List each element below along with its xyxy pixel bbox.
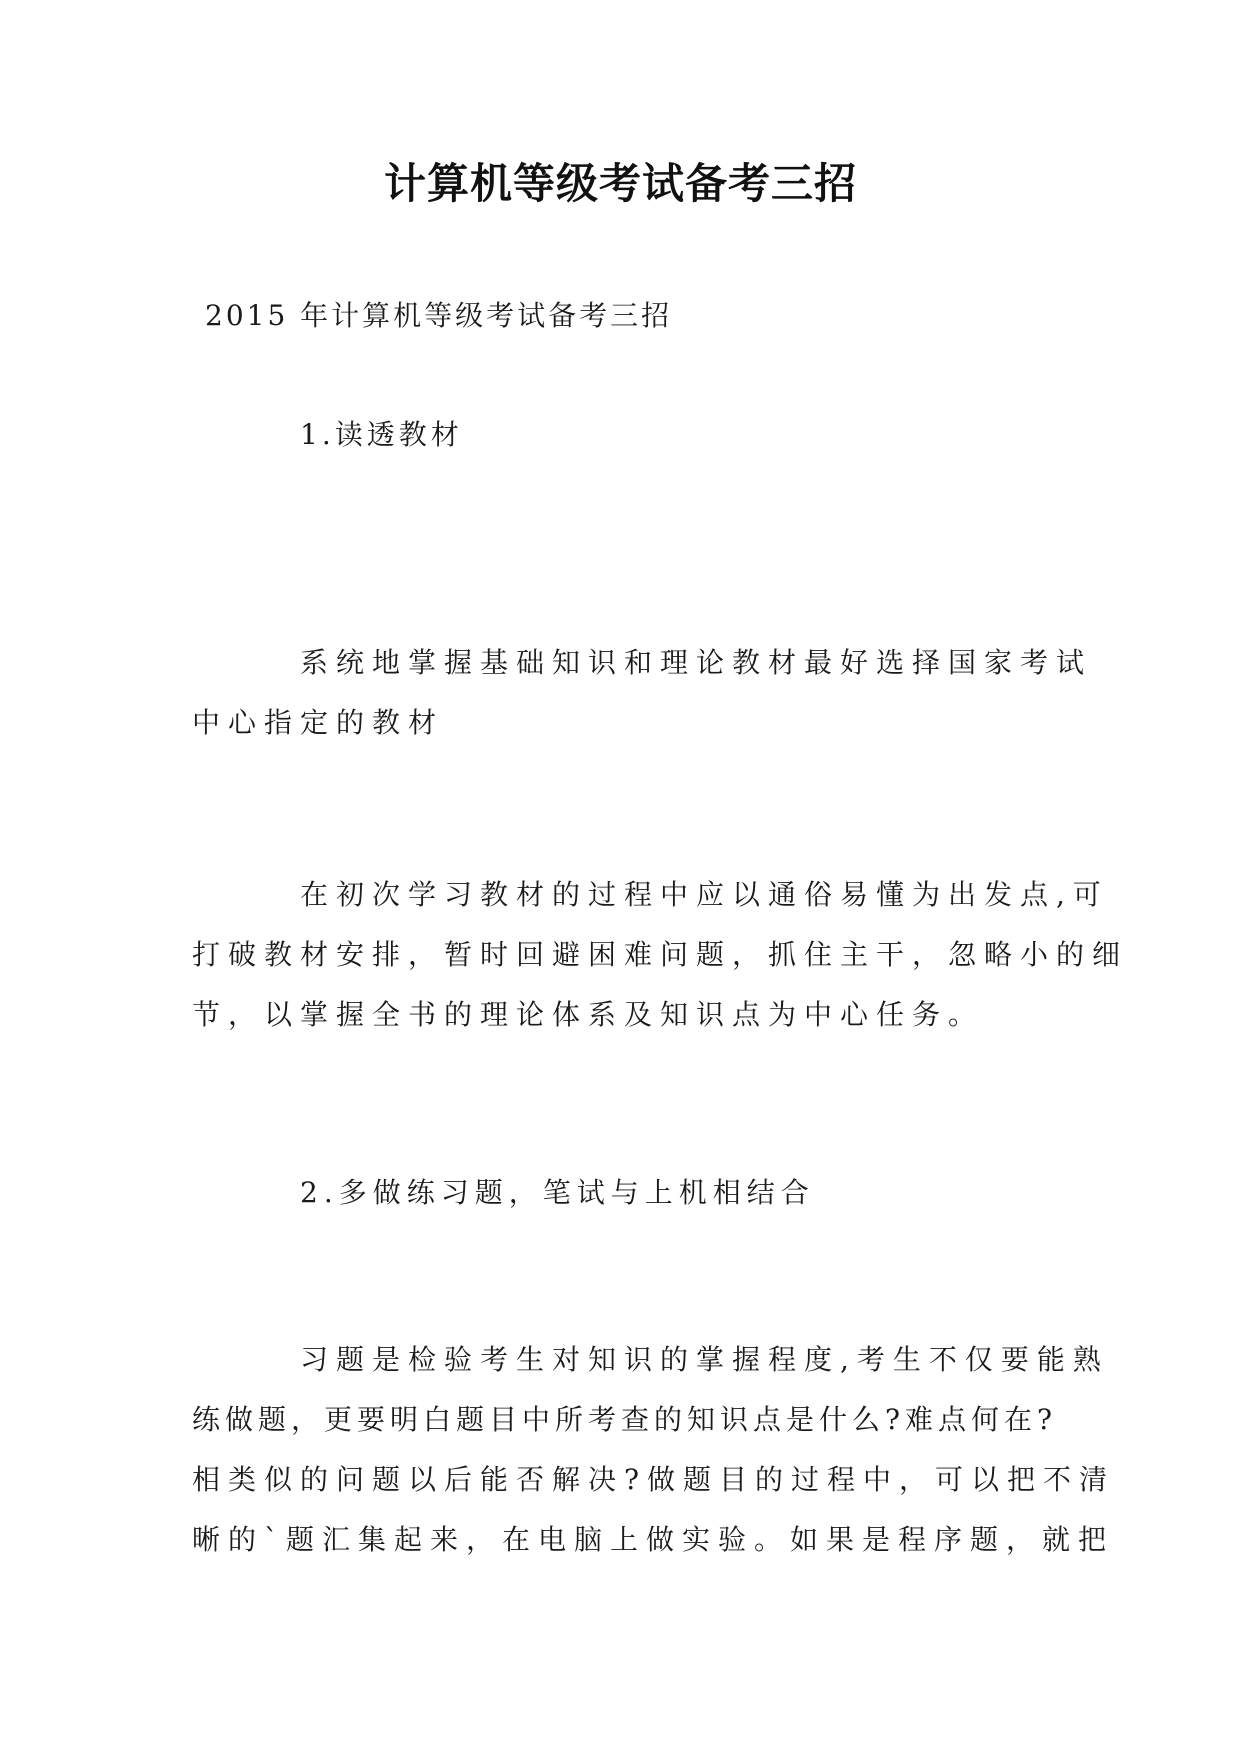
paragraph-line: 晰的`题汇集起来，在电脑上做实验。如果是程序题，就把 bbox=[192, 1523, 1115, 1556]
document-title: 计算机等级考试备考三招 bbox=[383, 159, 857, 208]
paragraph-line: 习题是检验考生对知识的掌握程度,考生不仅要能熟 bbox=[300, 1343, 1109, 1376]
paragraph-line: 练做题，更要明白题目中所考查的知识点是什么?难点何在? bbox=[192, 1403, 1058, 1436]
document-subtitle: 2015 年计算机等级考试备考三招 bbox=[205, 299, 673, 332]
section-heading: 2.多做练习题，笔试与上机相结合 bbox=[300, 1176, 815, 1209]
paragraph-line: 中心指定的教材 bbox=[192, 706, 445, 739]
paragraph-line: 在初次学习教材的过程中应以通俗易懂为出发点,可 bbox=[300, 878, 1109, 911]
paragraph-line: 系统地掌握基础知识和理论教材最好选择国家考试 bbox=[300, 646, 1093, 679]
section-heading: 1.读透教材 bbox=[300, 418, 463, 451]
paragraph-line: 节，以掌握全书的理论体系及知识点为中心任务。 bbox=[192, 998, 985, 1031]
paragraph-line: 打破教材安排，暂时回避困难问题，抓住主干，忽略小的细 bbox=[192, 938, 1129, 971]
paragraph-line: 相类似的问题以后能否解决?做题目的过程中，可以把不清 bbox=[192, 1463, 1116, 1496]
